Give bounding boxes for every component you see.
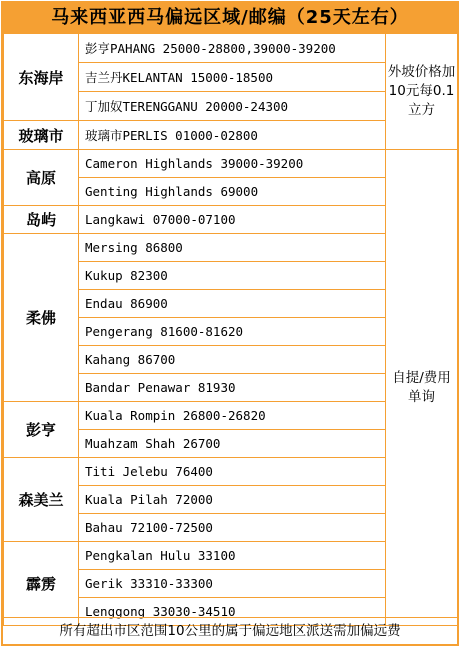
region-highlands: 高原 [4, 150, 79, 206]
postcode-entry: Kuala Pilah 72000 [79, 486, 386, 514]
postcode-entry: Langkawi 07000-07100 [79, 206, 386, 234]
postcode-entry: 吉兰丹KELANTAN 15000-18500 [79, 63, 386, 92]
postcode-entry: 丁加奴TERENGGANU 20000-24300 [79, 92, 386, 121]
postcode-entry: 彭亨PAHANG 25000-28800,39000-39200 [79, 34, 386, 63]
east-coast-price-note: 外坡价格加10元每0.1立方 [386, 34, 458, 150]
table-row [4, 34, 458, 63]
postcode-entry: Cameron Highlands 39000-39200 [79, 150, 386, 178]
region-perlis: 玻璃市 [4, 121, 79, 150]
postcode-entry: Endau 86900 [79, 290, 386, 318]
postcode-entry: Genting Highlands 69000 [79, 178, 386, 206]
postcode-table [3, 33, 458, 626]
region-islands: 岛屿 [4, 206, 79, 234]
postcode-entry: Titi Jelebu 76400 [79, 458, 386, 486]
self-pickup-note: 自提/费用单询 [386, 150, 458, 626]
postcode-entry: Bahau 72100-72500 [79, 514, 386, 542]
region-pahang: 彭亨 [4, 402, 79, 458]
postcode-entry: Kuala Rompin 26800-26820 [79, 402, 386, 430]
postcode-entry: Kukup 82300 [79, 262, 386, 290]
postcode-entry: Lenggong 33030-34510 [79, 598, 386, 626]
remote-fee-footer: 所有超出市区范围10公里的属于偏远地区派送需加偏远费 [3, 617, 457, 644]
postcode-entry: Pengerang 81600-81620 [79, 318, 386, 346]
postcode-entry: Bandar Penawar 81930 [79, 374, 386, 402]
postcode-table-frame [1, 1, 459, 646]
region-perak: 霹雳 [4, 542, 79, 626]
postcode-entry: Muahzam Shah 26700 [79, 430, 386, 458]
postcode-entry: Kahang 86700 [79, 346, 386, 374]
postcode-entry: Pengkalan Hulu 33100 [79, 542, 386, 570]
region-negeri-sembilan: 森美兰 [4, 458, 79, 542]
postcode-entry: Gerik 33310-33300 [79, 570, 386, 598]
page-title: 马来西亚西马偏远区域/邮编（25天左右） [3, 3, 457, 33]
region-east-coast: 东海岸 [4, 34, 79, 121]
postcode-entry: 玻璃市PERLIS 01000-02800 [79, 121, 386, 150]
table-row [4, 150, 458, 178]
postcode-entry: Mersing 86800 [79, 234, 386, 262]
region-johor: 柔佛 [4, 234, 79, 402]
